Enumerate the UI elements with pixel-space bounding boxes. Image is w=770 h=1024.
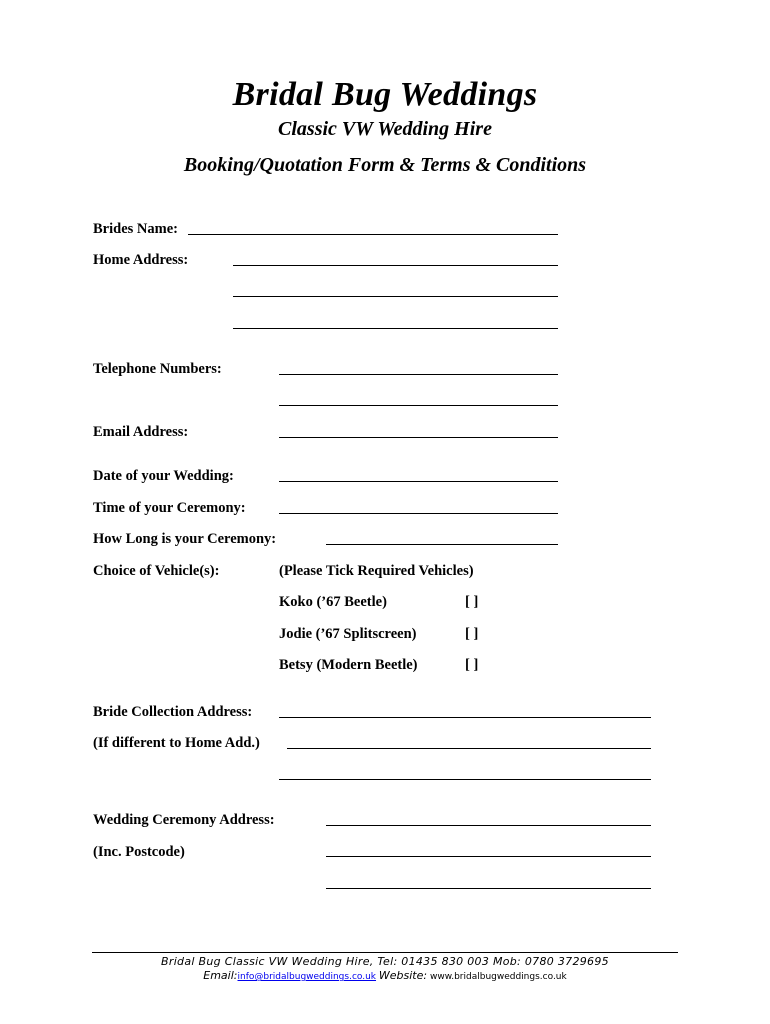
collection-address-field-1[interactable] [279,717,651,718]
ceremony-address-field-2[interactable] [326,856,651,857]
footer-website-label: Website: [378,969,428,982]
footer-contact: Bridal Bug Classic VW Wedding Hire, Tel: 01435 830 003 Mob: 0780 3729695 [161,955,609,968]
wedding-date-label: Date of your Wedding: [93,468,234,484]
form-heading: Booking/Quotation Form & Terms & Conditions [183,154,587,176]
home-address-field-3[interactable] [233,328,558,329]
ceremony-length-label: How Long is your Ceremony: [93,531,277,547]
wedding-date-field[interactable] [279,481,558,482]
vehicle-option-betsy: Betsy (Modern Beetle) [279,657,418,673]
vehicle-option-jodie: Jodie (’67 Splitscreen) [279,626,417,642]
footer-links [0,969,770,982]
vehicle-checkbox-jodie[interactable]: [ ] [465,626,479,642]
telephone-field-2[interactable] [279,405,558,406]
footer-website[interactable]: www.bridalbugweddings.co.uk [429,972,567,982]
ceremony-time-label: Time of your Ceremony: [93,500,246,516]
collection-address-label: Bride Collection Address: [93,704,253,720]
collection-address-field-3[interactable] [279,779,651,780]
vehicle-option-koko: Koko (’67 Beetle) [279,594,387,610]
ceremony-address-note: (Inc. Postcode) [93,844,185,860]
telephone-field-1[interactable] [279,374,558,375]
footer-email-link[interactable]: info@bridalbugweddings.co.uk [237,972,377,982]
footer-divider [92,952,678,953]
email-label: Email Address: [93,424,189,440]
home-address-field-1[interactable] [233,265,558,266]
vehicle-checkbox-betsy[interactable]: [ ] [465,657,479,673]
vehicle-instruction: (Please Tick Required Vehicles) [279,563,474,579]
ceremony-time-field[interactable] [279,513,558,514]
home-address-label: Home Address: [93,252,189,268]
telephone-label: Telephone Numbers: [93,361,222,377]
page-subtitle: Classic VW Wedding Hire [278,118,492,140]
vehicle-choice-label: Choice of Vehicle(s): [93,563,220,579]
brides-name-label: Brides Name: [93,221,178,237]
ceremony-address-label: Wedding Ceremony Address: [93,812,275,828]
ceremony-length-field[interactable] [326,544,558,545]
ceremony-address-field-3[interactable] [326,888,651,889]
footer-email-label: Email: [203,969,238,982]
page-title: Bridal Bug Weddings [232,76,538,113]
email-field[interactable] [279,437,558,438]
vehicle-checkbox-koko[interactable]: [ ] [465,594,479,610]
collection-address-field-2[interactable] [287,748,651,749]
ceremony-address-field-1[interactable] [326,825,651,826]
collection-address-note: (If different to Home Add.) [93,735,260,751]
home-address-field-2[interactable] [233,296,558,297]
brides-name-field[interactable] [188,234,558,235]
